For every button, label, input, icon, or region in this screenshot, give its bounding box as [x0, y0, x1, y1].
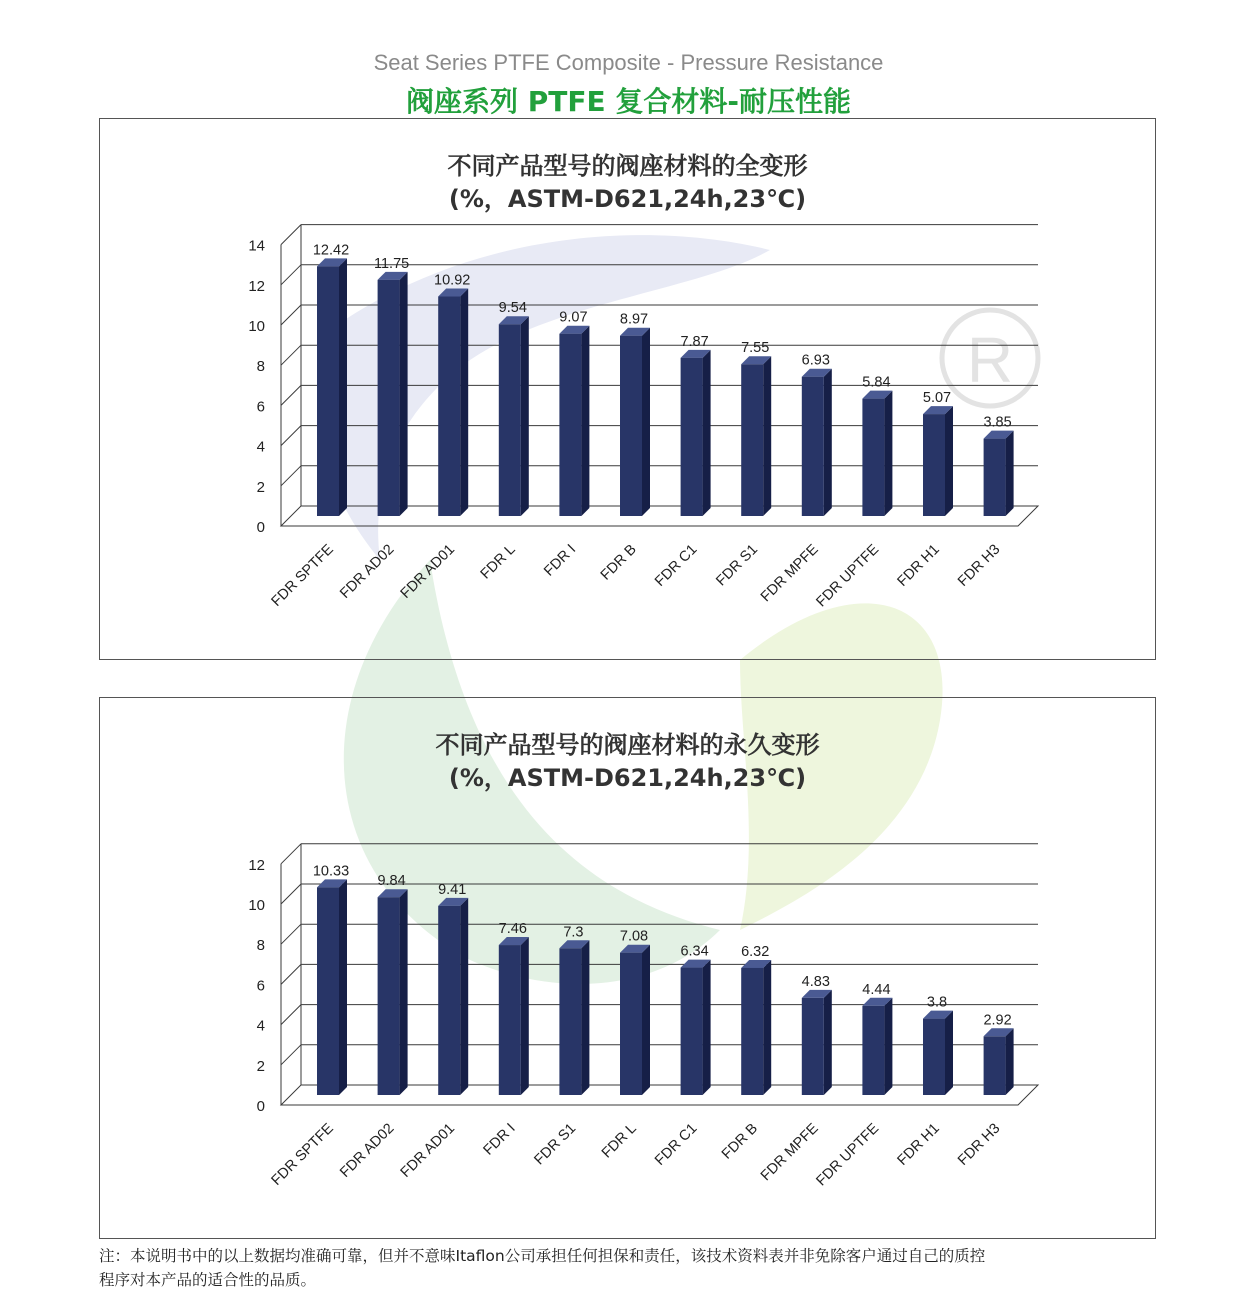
x-tick-label: FDR AD02 [337, 541, 398, 602]
bar [559, 948, 581, 1095]
chart-panel-permanent-deformation [99, 697, 1156, 1239]
bar-side [642, 328, 650, 516]
y-tick-label: 12 [248, 856, 265, 874]
data-label: 7.87 [680, 333, 709, 350]
data-label: 5.84 [862, 374, 891, 391]
bar [499, 324, 521, 516]
x-tick-label: FDR H3 [955, 541, 1004, 590]
data-label: 4.83 [801, 973, 830, 990]
data-label: 5.07 [922, 390, 952, 407]
y-tick-label: 6 [256, 977, 265, 995]
y-tick-label: 8 [256, 937, 265, 955]
x-tick-label: FDR S1 [713, 541, 762, 590]
gridline-diagonal [281, 426, 301, 446]
data-label: 10.33 [312, 863, 350, 880]
bar-side [521, 316, 529, 516]
bar-chart-permanent-deformation [100, 698, 1157, 1240]
gridline-diagonal [281, 385, 301, 405]
data-label: 7.08 [619, 928, 649, 945]
chart-title-line1: 不同产品型号的阀座材料的全变形 [447, 152, 808, 180]
bar-side [1006, 1028, 1014, 1095]
bar-side [763, 960, 771, 1095]
gridline-diagonal [281, 964, 301, 984]
bar-side [581, 940, 589, 1095]
y-tick-label: 4 [256, 438, 265, 456]
chart-panel-total-deformation [99, 118, 1156, 660]
bar [741, 364, 763, 516]
x-tick-label: FDR AD01 [397, 541, 459, 602]
data-label: 3.85 [983, 414, 1012, 431]
chart-title-line2: (%，ASTM-D621,24h,23℃) [448, 764, 807, 792]
bar-side [763, 356, 771, 516]
x-tick-label: FDR AD02 [337, 1120, 398, 1181]
x-tick-label: FDR S1 [531, 1120, 580, 1169]
y-tick-label: 10 [248, 318, 265, 335]
data-label: 7.55 [741, 340, 770, 357]
x-tick-label: FDR MPFE [757, 541, 822, 606]
data-label: 2.92 [983, 1012, 1012, 1029]
bar [923, 1019, 945, 1095]
x-tick-label: FDR H1 [894, 1120, 943, 1169]
footnote-line2: 程序对本产品的适合性的品质。 [99, 1271, 317, 1289]
bar [317, 887, 339, 1095]
chart-title-line2: (%，ASTM-D621,24h,23℃) [448, 185, 807, 213]
x-tick-label: FDR H1 [894, 541, 943, 590]
gridline-diagonal [281, 345, 301, 365]
bar [923, 414, 945, 516]
watermark-registered-letter: R [966, 324, 1014, 396]
page-title-english: Seat Series PTFE Composite - Pressure Resistance [373, 50, 884, 75]
data-label: 7.46 [498, 921, 527, 938]
bar-side [460, 898, 468, 1095]
bar-side [945, 1011, 953, 1095]
gridline-diagonal [281, 1005, 301, 1025]
data-label: 3.8 [926, 994, 948, 1011]
bar [802, 998, 824, 1095]
bar [499, 945, 521, 1095]
gridline-diagonal [281, 225, 301, 245]
data-label: 4.44 [862, 981, 891, 998]
data-label: 11.75 [373, 255, 410, 272]
y-tick-label: 8 [256, 358, 265, 376]
x-tick-label: FDR L [598, 1120, 640, 1162]
y-tick-label: 6 [256, 398, 265, 416]
bar-side [339, 879, 347, 1095]
bar [802, 377, 824, 516]
gridline-diagonal [281, 884, 301, 904]
chart-title-line1: 不同产品型号的阀座材料的永久变形 [435, 731, 820, 759]
footnote-line1: 注：本说明书中的以上数据均准确可靠，但并不意味Itaflon公司承担任何担保和责任，该技术资料表并非免除客户通过自己的质控 [99, 1247, 986, 1265]
x-tick-label: FDR AD01 [397, 1120, 459, 1181]
bar-side [642, 945, 650, 1095]
bar-chart-total-deformation [100, 119, 1157, 661]
bar [681, 968, 703, 1095]
bar-side [884, 391, 892, 516]
bar [620, 336, 642, 516]
y-tick-label: 12 [248, 277, 265, 295]
x-tick-label: FDR L [477, 541, 519, 583]
bar [620, 953, 642, 1095]
bar-side [460, 289, 468, 516]
x-tick-label: FDR C1 [652, 1120, 701, 1169]
data-label: 9.41 [438, 881, 467, 898]
gridline-diagonal [281, 924, 301, 944]
bar [438, 297, 460, 516]
bar [862, 1006, 884, 1095]
bar-side [703, 960, 711, 1095]
x-tick-label: FDR C1 [652, 541, 701, 590]
x-tick-label: FDR B [597, 541, 640, 584]
page-title-chinese: 阀座系列 PTFE 复合材料-耐压性能 [406, 85, 851, 118]
data-label: 8.97 [619, 311, 649, 328]
x-tick-label: FDR H3 [955, 1120, 1004, 1169]
x-tick-label: FDR I [480, 1120, 519, 1159]
bar-side [884, 998, 892, 1095]
bar-side [521, 937, 529, 1095]
bar [741, 968, 763, 1095]
bar-side [400, 272, 408, 516]
data-label: 6.34 [680, 943, 709, 960]
data-label: 10.92 [434, 272, 471, 289]
data-label: 9.54 [498, 300, 527, 317]
bar-side [1006, 431, 1014, 516]
data-label: 6.93 [801, 352, 830, 369]
x-tick-label: FDR I [541, 541, 580, 580]
x-tick-label: FDR UPTFE [813, 1120, 883, 1190]
data-label: 9.84 [377, 873, 406, 890]
bar [681, 358, 703, 516]
x-tick-label: FDR B [718, 1120, 762, 1163]
x-tick-label: FDR SPTFE [268, 1120, 337, 1189]
gridline-diagonal [281, 305, 301, 325]
bar [984, 439, 1006, 516]
bar-side [824, 990, 832, 1095]
y-tick-label: 0 [256, 1098, 265, 1115]
data-label: 6.32 [741, 943, 770, 960]
footnote [99, 1244, 1179, 1292]
bar-side [400, 889, 408, 1095]
x-tick-label: FDR UPTFE [813, 541, 883, 611]
y-tick-label: 10 [248, 897, 265, 914]
bar-side [824, 369, 832, 516]
y-tick-label: 2 [256, 1057, 265, 1075]
gridline-diagonal [281, 844, 301, 864]
data-label: 12.42 [312, 242, 350, 259]
gridline-diagonal [281, 1045, 301, 1065]
bar [862, 399, 884, 516]
bar [984, 1036, 1006, 1095]
data-label: 7.3 [563, 924, 584, 941]
bar-side [581, 326, 589, 516]
x-tick-label: FDR SPTFE [268, 541, 337, 610]
gridline-diagonal [281, 265, 301, 285]
bar [438, 906, 460, 1095]
x-tick-label: FDR MPFE [757, 1120, 822, 1185]
y-tick-label: 0 [256, 519, 265, 536]
y-tick-label: 14 [248, 237, 265, 255]
bar [378, 897, 400, 1095]
bar [559, 334, 581, 516]
y-tick-label: 4 [256, 1017, 265, 1035]
bar-side [945, 406, 953, 516]
bar-side [339, 258, 347, 516]
bar [378, 280, 400, 516]
bar-side [703, 350, 711, 516]
y-tick-label: 2 [256, 478, 265, 496]
data-label: 9.07 [559, 309, 588, 326]
gridline-diagonal [281, 466, 301, 486]
bar [317, 266, 339, 516]
